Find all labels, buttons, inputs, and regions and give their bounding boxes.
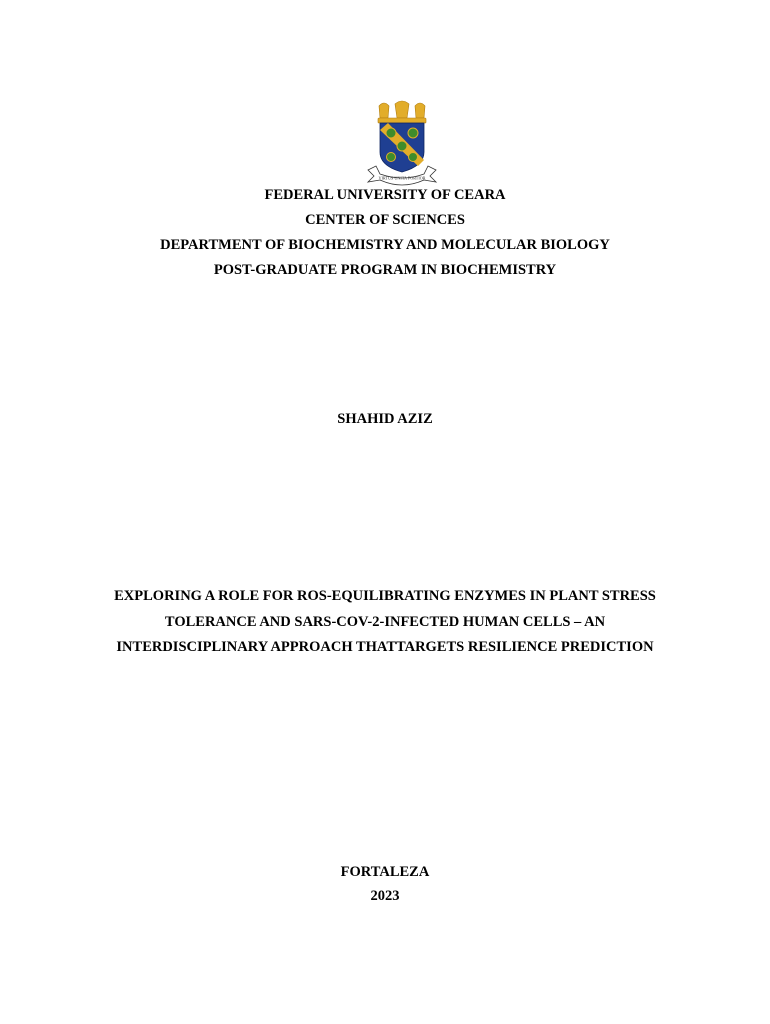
department-name: DEPARTMENT OF BIOCHEMISTRY AND MOLECULAR BIOLOGY xyxy=(160,237,610,253)
program-name: POST-GRADUATE PROGRAM IN BIOCHEMISTRY xyxy=(213,262,557,278)
seal-motto: VIRTUS UNITA FORTIOR xyxy=(378,175,426,181)
thesis-title xyxy=(0,584,770,661)
thesis-title-line: EXPLORING A ROLE FOR ROS-EQUILIBRATING ENZYMES IN PLANT STRESS xyxy=(114,588,656,604)
author-name: SHAHID AZIZ xyxy=(337,411,433,427)
university-name: FEDERAL UNIVERSITY OF CEARA xyxy=(264,187,506,203)
thesis-title-line: TOLERANCE AND SARS-COV-2-INFECTED HUMAN CELLS – AN xyxy=(164,613,606,630)
thesis-title-line: INTERDISCIPLINARY APPROACH THATTARGETS RESILIENCE PREDICTION xyxy=(116,639,654,655)
university-seal-icon xyxy=(366,100,438,188)
institution-block xyxy=(0,183,770,283)
city: FORTALEZA xyxy=(340,864,430,880)
year: 2023 xyxy=(370,888,400,904)
center-name: CENTER OF SCIENCES xyxy=(305,212,465,228)
